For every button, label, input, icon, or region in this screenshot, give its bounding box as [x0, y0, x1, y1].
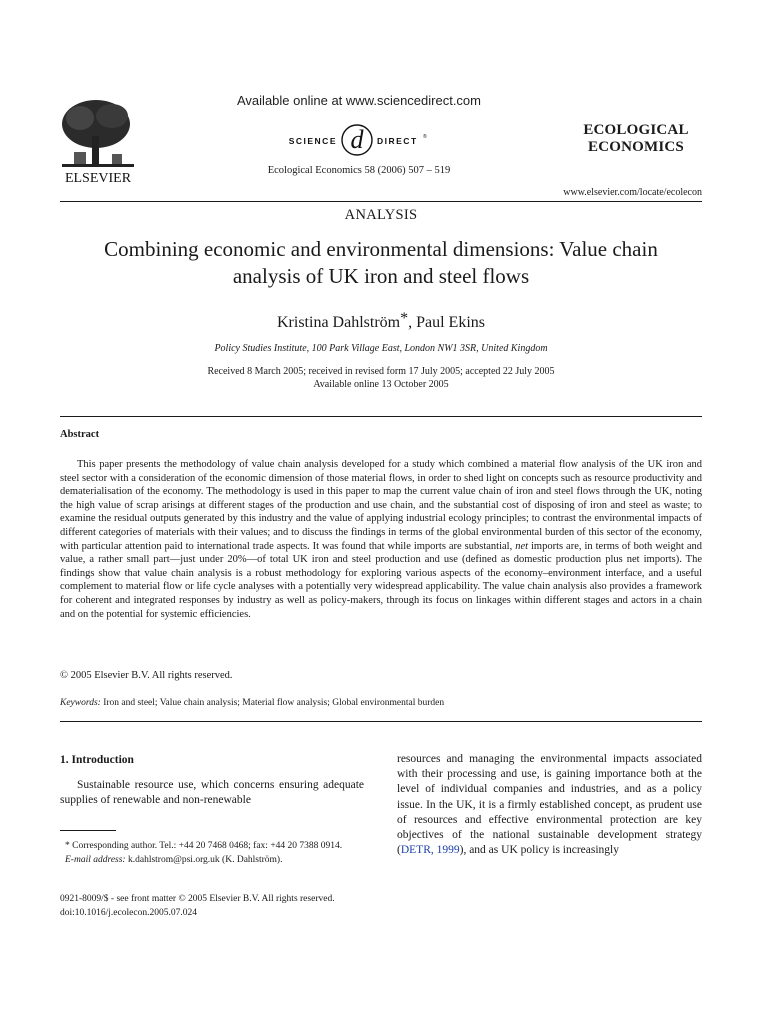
abstract-heading: Abstract — [60, 429, 100, 440]
journal-url[interactable]: www.elsevier.com/locate/ecolecon — [563, 187, 702, 198]
corresponding-author-footnote: * Corresponding author. Tel.: +44 20 7468 0468; fax: +44 20 7388 0914. — [65, 841, 343, 851]
footnote-divider — [60, 830, 116, 831]
title-line2: analysis of UK iron and steel flows — [232, 264, 530, 288]
elsevier-logo — [56, 96, 142, 184]
header-divider — [60, 201, 702, 202]
svg-text:d: d — [350, 125, 364, 154]
email-label: E-mail address: — [65, 854, 126, 865]
keywords — [60, 698, 702, 708]
front-matter — [60, 893, 335, 920]
available-online-date: Available online 13 October 2005 — [313, 379, 449, 390]
sd-right-text: DIRECT — [377, 136, 418, 146]
keywords-text: Iron and steel; Value chain analysis; Material flow analysis; Global environmental burden — [100, 698, 445, 708]
reference-link[interactable]: DETR, — [400, 844, 434, 857]
available-online-text: Available online at www.sciencedirect.com — [237, 93, 481, 108]
email-address[interactable]: k.dahlstrom@psi.org.uk (K. Dahlström). — [125, 854, 283, 865]
left-column-text — [60, 778, 364, 808]
reference-link[interactable]: 1999 — [436, 844, 460, 857]
journal-title-line2: ECONOMICS — [588, 139, 684, 155]
right-column-text — [397, 752, 702, 858]
right-column-part1: resources and managing the environmental impacts associated with their processing and use, is gaining importance both at the level of individual companies and industries, and as a policy issue. In the UK, it is a firmly established concept, as prudent use of resources and effective environmental protection are key objectives of the national sustainable development strategy ( — [397, 753, 702, 857]
author-separator: , — [408, 314, 417, 331]
title-line1: Combining economic and environmental dimensions: Value chain — [104, 237, 658, 261]
author-name: Paul Ekins — [416, 314, 485, 331]
publisher-name: ELSEVIER — [64, 171, 132, 184]
footnote — [60, 840, 364, 867]
article-section: ANALYSIS — [344, 207, 418, 223]
author-affiliation: Policy Studies Institute, 100 Park Village East, London NW1 3SR, United Kingdom — [214, 343, 548, 354]
intro-paragraph: Sustainable resource use, which concerns ensuring adequate supplies of renewable and non-renewable — [60, 779, 364, 807]
author-name: Kristina Dahlström — [277, 314, 401, 331]
body-divider — [60, 721, 702, 722]
abstract-part2: imports are, in terms of both weight and value, a rather small part—just under 20%—of total UK iron and steel production and use (defined as domestic production plus net imports). The findings show that value chain analysis is a robust methodology for exploring various aspects of the economy–environment interface, and a useful complement to material flow or life cycle analyses with a potentially very widespread applicability. The value chain analysis also provides a framework for coherent and integrated responses by industry as well as policy-makers, through its focus on linkages within different stages and actors in a chain and on the potential for systemic efficiencies. — [60, 540, 702, 620]
sd-mark: ® — [423, 134, 427, 140]
author-list — [60, 310, 702, 332]
article-title — [60, 236, 702, 290]
section-heading-introduction: 1. Introduction — [60, 754, 134, 766]
abstract-part1: This paper presents the methodology of value chain analysis developed for a study which combined a material flow analysis of the UK iron and steel sector with a consideration of the economic dimension of those material flows, in order to shed light on concepts such as resource productivity and dematerialisation of the economy. The methodology is used in this paper to map the current value chain of iron and steel flows through the UK, noting the high value of scrap arisings at different stages of the production and use chain, and the substantial cost of disposing of iron and steel as waste; to examine the residual outputs generated by this industry and the value of applying industrial ecology principles; to contrast the environmental impacts of different categories of materials with their values; and to discuss the findings in terms of the global environmental burden of this sector of the economy, with particular attention paid to international trade aspects. It was found that while imports are substantial, — [60, 459, 702, 552]
keywords-label: Keywords: — [60, 698, 101, 708]
received-dates: Received 8 March 2005; received in revised form 17 July 2005; accepted 22 July 2005 — [207, 366, 555, 377]
journal-title-line1: ECOLOGICAL — [583, 122, 689, 138]
journal-citation: Ecological Economics 58 (2006) 507 – 519 — [267, 165, 451, 176]
abstract-text — [60, 458, 702, 621]
doi[interactable]: doi:10.1016/j.ecolecon.2005.07.024 — [60, 907, 197, 918]
right-column-part2: ), and as UK policy is increasingly — [459, 844, 619, 857]
corresponding-author-mark[interactable]: * — [400, 310, 409, 327]
abstract-copyright: © 2005 Elsevier B.V. All rights reserved. — [60, 670, 233, 681]
abstract-divider — [60, 416, 702, 417]
front-matter-issn: 0921-8009/$ - see front matter © 2005 Elsevier B.V. All rights reserved. — [60, 894, 335, 904]
article-dates — [60, 365, 702, 391]
abstract-italic-word: net — [515, 540, 529, 552]
journal-title — [570, 122, 702, 156]
sciencedirect-logo — [275, 118, 475, 160]
sd-left-text: SCIENCE — [288, 136, 337, 146]
